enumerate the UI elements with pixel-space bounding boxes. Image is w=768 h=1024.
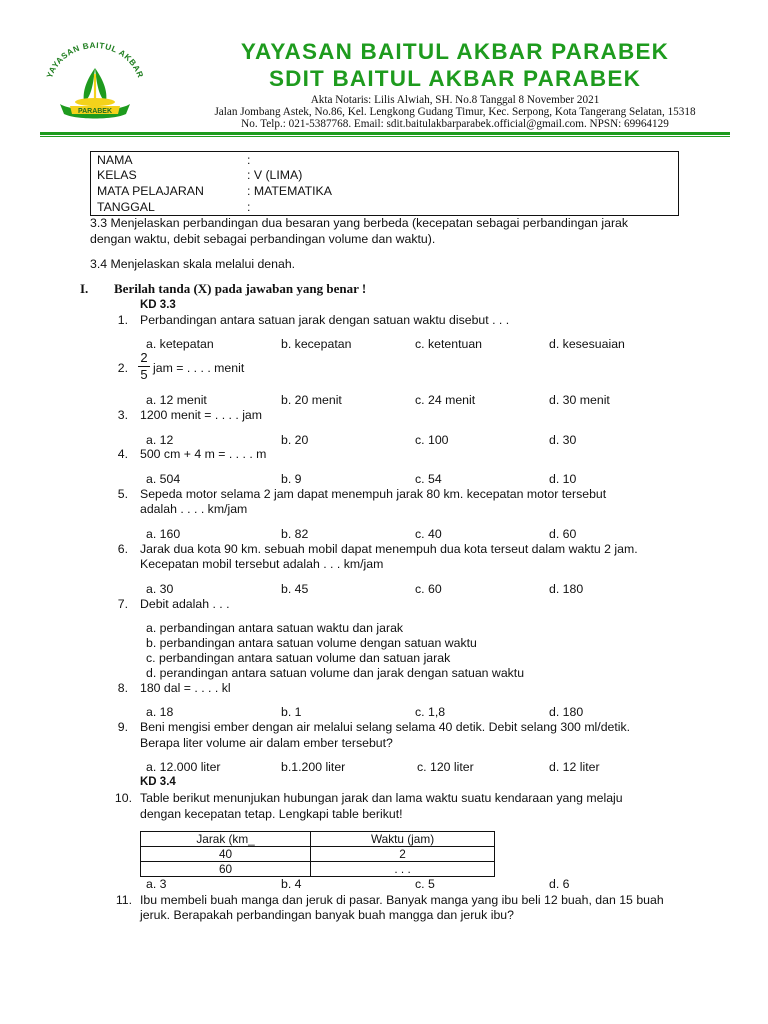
- fraction-numerator: 2: [140, 350, 148, 365]
- table-cell: 60: [141, 862, 311, 877]
- answer-option[interactable]: c. ketentuan: [415, 337, 482, 351]
- question-number: 2.: [117, 361, 128, 375]
- answer-option[interactable]: a. perbandingan antara satuan waktu dan jarak: [146, 621, 404, 635]
- answer-option[interactable]: b. 1: [281, 705, 302, 719]
- table-cell: 40: [141, 847, 311, 862]
- question-text: Debit adalah . . .: [140, 597, 230, 611]
- header-divider-thick: [40, 132, 730, 135]
- answer-option[interactable]: d. 30 menit: [549, 393, 610, 407]
- answer-option[interactable]: c. 40: [415, 527, 442, 541]
- answer-option[interactable]: d. 30: [549, 433, 577, 447]
- question-text: adalah . . . . km/jam: [140, 502, 248, 516]
- answer-option[interactable]: c. 120 liter: [417, 760, 474, 774]
- answer-option[interactable]: a. 12.000 liter: [146, 760, 221, 774]
- answer-option[interactable]: b. kecepatan: [281, 337, 352, 351]
- fraction: [138, 351, 150, 382]
- answer-option[interactable]: d. 60: [549, 527, 577, 541]
- answer-option[interactable]: a. 12: [146, 433, 174, 447]
- answer-option[interactable]: c. 100: [415, 433, 449, 447]
- answer-option[interactable]: a. 160: [146, 527, 181, 541]
- question-text: Perbandingan antara satuan jarak dengan satuan waktu disebut . . .: [140, 313, 510, 327]
- answer-option[interactable]: b. 9: [281, 472, 302, 486]
- table-header-cell: Jarak (km_: [141, 832, 311, 847]
- question-text: jeruk. Berapakah perbandingan banyak buah mangga dan jeruk ibu?: [140, 908, 514, 922]
- identity-label: NAMA: [97, 153, 133, 167]
- answer-option[interactable]: d. 10: [549, 472, 577, 486]
- table-cell: . . .: [311, 862, 495, 877]
- answer-option[interactable]: d. 180: [549, 705, 584, 719]
- answer-option[interactable]: b. 45: [281, 582, 309, 596]
- question-text: Sepeda motor selama 2 jam dapat menempuh jarak 80 km. kecepatan motor tersebut: [140, 487, 607, 501]
- identity-label: MATA PELAJARAN: [97, 184, 204, 198]
- logo-banner-text: PARABEK: [77, 108, 113, 115]
- question-number: 11.: [115, 893, 132, 907]
- question-text: Berapa liter volume air dalam ember tersebut?: [140, 736, 393, 750]
- answer-option[interactable]: d. perandingan antara satuan volume dan jarak dengan satuan waktu: [146, 666, 525, 680]
- notary-line: Akta Notaris: Lilis Alwiah, SH. No.8 Tanggal 8 November 2021: [310, 94, 600, 106]
- question-text: Beni mengisi ember dengan air melalui selang selama 40 detik. Debit selang 300 ml/detik.: [140, 720, 631, 734]
- question-text: dengan kecepatan tetap. Lengkapi table berikut!: [140, 807, 403, 821]
- answer-option[interactable]: c. 54: [415, 472, 442, 486]
- question-text: 1200 menit = . . . . jam: [140, 408, 263, 422]
- foundation-title: YAYASAN BAITUL AKBAR PARABEK: [240, 39, 670, 64]
- competency-3-3-line1: 3.3 Menjelaskan perbandingan dua besaran yang berbeda (kecepatan sebagai perbandingan jarak: [90, 216, 629, 230]
- question-text: Kecepatan mobil tersebut adalah . . . km/jam: [140, 557, 384, 571]
- question-number: 1.: [117, 313, 128, 327]
- answer-option[interactable]: d. kesesuaian: [549, 337, 625, 351]
- question-number: 9.: [117, 720, 128, 734]
- answer-option[interactable]: c. 5: [415, 877, 435, 891]
- answer-option[interactable]: a. 18: [146, 705, 174, 719]
- identity-value: :: [247, 153, 251, 167]
- section-numeral: I.: [80, 281, 89, 296]
- svg-text:YAYASAN BAITUL AKBAR: [45, 41, 145, 79]
- table-row: [141, 862, 495, 877]
- answer-option[interactable]: a. 12 menit: [146, 393, 207, 407]
- question-text: Table berikut menunjukan hubungan jarak dan lama waktu suatu kendaraan yang melaju: [140, 791, 623, 805]
- question-number: 3.: [117, 408, 128, 422]
- answer-option[interactable]: a. ketepatan: [146, 337, 214, 351]
- address-line: Jalan Jombang Astek, No.86, Kel. Lengkong Gudang Timur, Kec. Serpong, Kota Tangerang Selatan, 15318: [214, 106, 696, 118]
- question-text: 180 dal = . . . . kl: [140, 681, 231, 695]
- competency-3-3-line2: dengan waktu, debit sebagai perbandingan volume dan waktu).: [90, 232, 436, 246]
- identity-label: TANGGAL: [97, 200, 155, 214]
- section-instruction: Berilah tanda (X) pada jawaban yang benar !: [114, 281, 367, 296]
- answer-option[interactable]: d. 180: [549, 582, 584, 596]
- header-divider-thin: [40, 136, 730, 137]
- table-cell: 2: [311, 847, 495, 862]
- question-text: Ibu membeli buah manga dan jeruk di pasar. Banyak manga yang ibu beli 12 buah, dan 15 buah: [140, 893, 664, 907]
- school-logo: [38, 40, 152, 122]
- identity-value: : MATEMATIKA: [247, 184, 332, 198]
- question-text: 500 cm + 4 m = . . . . m: [140, 447, 267, 461]
- identity-value: :: [247, 200, 251, 214]
- answer-option[interactable]: b. 82: [281, 527, 309, 541]
- distance-time-table: [140, 831, 495, 877]
- answer-option[interactable]: c. 24 menit: [415, 393, 476, 407]
- question-number: 8.: [117, 681, 128, 695]
- answer-option[interactable]: c. 60: [415, 582, 442, 596]
- answer-option[interactable]: c. 1,8: [415, 705, 446, 719]
- answer-option[interactable]: b.1.200 liter: [281, 760, 346, 774]
- answer-option[interactable]: b. 20 menit: [281, 393, 342, 407]
- table-header-row: [141, 832, 495, 847]
- question-number: 6.: [117, 542, 128, 556]
- answer-option[interactable]: a. 30: [146, 582, 174, 596]
- student-identity-box: [90, 151, 679, 216]
- answer-option[interactable]: a. 3: [146, 877, 167, 891]
- identity-label: KELAS: [97, 168, 137, 182]
- answer-option[interactable]: c. perbandingan antara satuan volume dan satuan jarak: [146, 651, 451, 665]
- answer-option[interactable]: d. 6: [549, 877, 570, 891]
- question-text: jam = . . . . menit: [153, 361, 245, 375]
- answer-option[interactable]: b. perbandingan antara satuan volume dengan satuan waktu: [146, 636, 477, 650]
- answer-option[interactable]: b. 4: [281, 877, 302, 891]
- logo-arc-text: YAYASAN BAITUL AKBAR: [45, 40, 145, 80]
- question-number: 4.: [117, 447, 128, 461]
- question-number: 7.: [117, 597, 128, 611]
- contact-line: No. Telp.: 021-5387768. Email: sdit.baitulakbarparabek.official@gmail.com. NPSN: 69964129: [241, 118, 669, 130]
- kd-label-3-3: KD 3.3: [140, 299, 176, 311]
- table-row: [141, 847, 495, 862]
- question-number: 5.: [117, 487, 128, 501]
- kd-label-3-4: KD 3.4: [140, 776, 176, 788]
- competency-3-4: 3.4 Menjelaskan skala melalui denah.: [90, 257, 296, 271]
- question-text: Jarak dua kota 90 km. sebuah mobil dapat menempuh dua kota terseut dalam waktu 2 jam.: [140, 542, 638, 556]
- fraction-denominator: 5: [140, 367, 148, 382]
- question-number: 10.: [114, 791, 132, 805]
- table-header-cell: Waktu (jam): [311, 832, 495, 847]
- identity-value: : V (LIMA): [247, 168, 303, 182]
- answer-option[interactable]: a. 504: [146, 472, 181, 486]
- school-title: SDIT BAITUL AKBAR PARABEK: [268, 66, 642, 91]
- answer-option[interactable]: b. 20: [281, 433, 309, 447]
- answer-option[interactable]: d. 12 liter: [549, 760, 600, 774]
